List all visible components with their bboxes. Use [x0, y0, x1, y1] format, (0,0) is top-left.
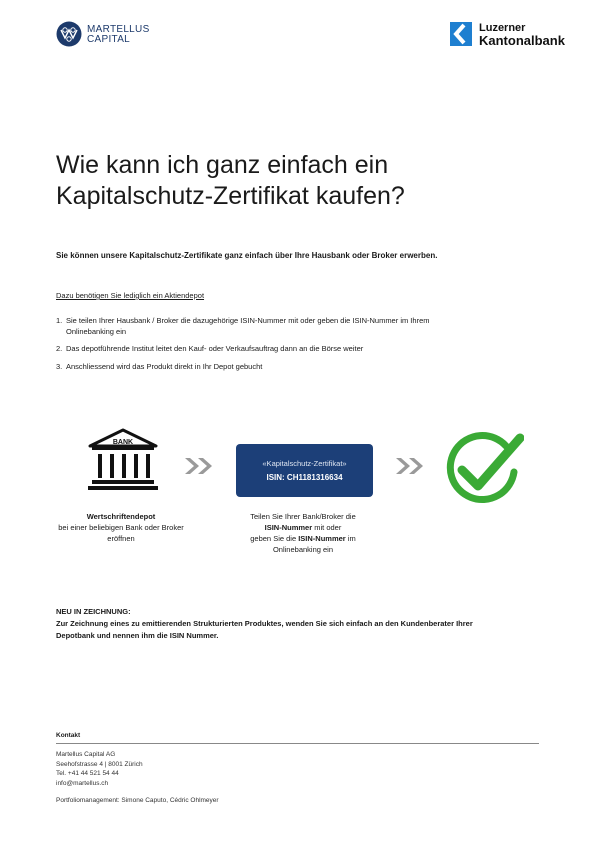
martellus-emblem-icon: [56, 21, 82, 47]
lukb-emblem-icon: [450, 22, 472, 46]
caption-depot: [46, 511, 196, 544]
lukb-wordmark-line1: Luzerner: [479, 22, 526, 34]
note-body: Zur Zeichnung eines zu emittierenden Strukturierten Produktes, wenden Sie sich einfach an den Kundenberater Ihrer Depotbank und nennen ihm die ISIN Nummer.: [56, 619, 473, 640]
isin-number: ISIN: CH1181316634: [266, 473, 343, 482]
step-text: Das depotführende Institut leitet den Kauf- oder Verkaufsauftrag dann an die Börse weiter: [66, 344, 364, 353]
steps-subheading: Dazu benötigen Sie lediglich ein Aktiendepot: [56, 291, 205, 300]
martellus-wordmark-line1: MARTELLUS: [87, 24, 150, 35]
step-text: Anschliessend wird das Produkt direkt in Ihr Depot gebucht: [66, 361, 263, 371]
contact-block: [56, 750, 143, 788]
step-item: [56, 344, 456, 355]
step-number: 3.: [56, 361, 63, 371]
intro-text: Sie können unsere Kapitalschutz-Zertifikate ganz einfach über Ihre Hausbank oder Broker erwerben.: [56, 251, 438, 260]
lukb-wordmark: [479, 23, 565, 47]
lukb-logo: [450, 22, 565, 48]
checkmark-icon: [444, 430, 524, 506]
caption-isin-text: Teilen Sie Ihrer Bank/Broker die: [250, 512, 356, 521]
step-item: [56, 362, 456, 373]
martellus-logo: [56, 20, 166, 50]
bank-label: BANK: [112, 439, 134, 446]
portfolio-management: Portfoliomanagement: Simone Caputo, Cédric Ohlmeyer: [56, 797, 219, 804]
contact-company: Martellus Capital AG: [56, 751, 116, 758]
double-chevron-right-icon: [183, 456, 215, 476]
subscription-note: [56, 606, 486, 642]
caption-isin: [228, 511, 378, 555]
contact-email-link[interactable]: info@martellus.ch: [56, 779, 109, 787]
divider: [56, 743, 539, 744]
lukb-wordmark-line2: Kantonalbank: [479, 33, 565, 48]
isin-box: [236, 444, 373, 497]
caption-isin-term: ISIN-Nummer: [298, 534, 346, 543]
bank-building-icon: [88, 428, 158, 490]
caption-depot-text: bei einer beliebigen Bank oder Broker eröffnen: [58, 523, 184, 543]
martellus-wordmark-line2: CAPITAL: [87, 34, 131, 45]
step-item: [56, 316, 456, 337]
caption-depot-title: Wertschriftendepot: [86, 512, 156, 521]
caption-isin-text: geben Sie die: [250, 534, 299, 543]
step-number: 2.: [56, 344, 63, 353]
double-chevron-right-icon: [394, 456, 426, 476]
caption-isin-text: im: [345, 534, 356, 543]
contact-phone: Tel. +41 44 521 54 44: [56, 770, 119, 777]
caption-isin-term: ISIN-Nummer: [264, 523, 313, 532]
step-text: Sie teilen Ihrer Hausbank / Broker die dazugehörige ISIN-Nummer mit oder geben die ISIN-Nummer im Ihrem Onlinebanking ein: [66, 316, 430, 336]
contact-address: Seehofstrasse 4 | 8001 Zürich: [56, 760, 143, 768]
caption-isin-text: mit oder: [312, 523, 342, 532]
martellus-wordmark: [87, 25, 150, 45]
caption-isin-text: Onlinebanking ein: [272, 545, 334, 554]
contact-heading: Kontakt: [56, 732, 81, 739]
note-title: NEU IN ZEICHNUNG:: [56, 607, 131, 616]
page-title: Wie kann ich ganz einfach ein Kapitalschutz-Zertifikat kaufen?: [56, 151, 405, 210]
step-number: 1.: [56, 316, 63, 325]
steps-list: [56, 316, 456, 379]
isin-product-name: «Kapitalschutz-Zertifikat»: [262, 459, 347, 468]
